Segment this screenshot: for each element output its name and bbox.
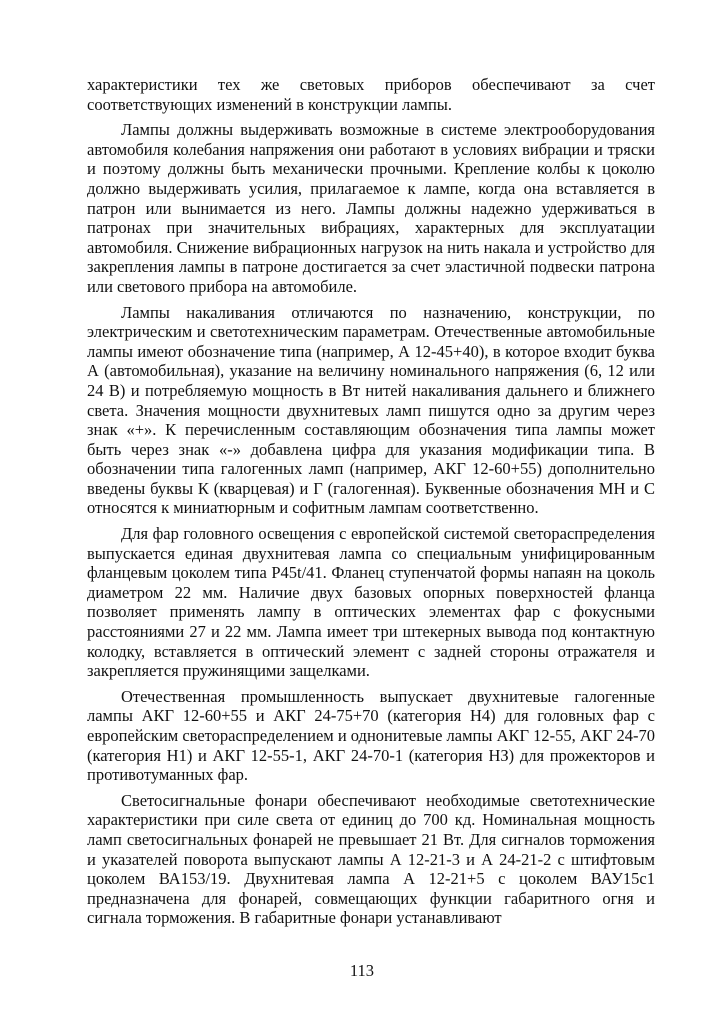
- paragraph-2: Лампы должны выдерживать возможные в системе электрооборудования автомобиля колебания напряжения они работают в условиях вибрации и тряски и поэтому должны быть механически прочными. Крепление колбы к цоколю должно выдерживать усилия, прилагаемое к лампе, когда она вставляется в патрон или вынимается из него. Лампы должны надежно удерживаться в патронах при значительных вибрациях, характерных для эксплуатации автомобиля. Снижение вибрационных нагрузок на нить накала и устройство для закрепления лампы в патроне достигается за счет эластичной подвески патрона или светового прибора на автомобиле.: [87, 120, 655, 296]
- paragraph-6: Светосигнальные фонари обеспечивают необходимые светотехнические характеристики при силе света от единиц до 700 кд. Номинальная мощность ламп светосигнальных фонарей не превышает 21 Вт. Для сигналов торможения и указателей поворота выпускают лампы А 12-21-3 и А 24-21-2 с штифтовым цоколем ВА153/19. Двухнитевая лампа А 12-21+5 с цоколем ВАУ15с1 предназначена для фонарей, совмещающих функции габаритного огня и сигнала торможения. В габаритные фонари устанавливают: [87, 790, 655, 928]
- paragraph-1: характеристики тех же световых приборов обеспечивают за счет соответствующих изменений в конструкции лампы.: [87, 75, 655, 114]
- paragraph-5: Отечественная промышленность выпускает двухнитевые галогенные лампы АКГ 12-60+55 и АКГ 24-75+70 (категория Н4) для головных фар с европейским светораспределением и однонитевые лампы АКГ 12-55, АКГ 24-70 (категория Н1) и АКГ 12-55-1, АКГ 24-70-1 (категория НЗ) для прожекторов и противотуманных фар.: [87, 686, 656, 785]
- paragraph-4: Для фар головного освещения с европейской системой светораспределения выпускается единая двухнитевая лампа со специальным унифицированным фланцевым цоколем типа P45t/41. Фланец ступенчатой формы напаян на цоколь диаметром 22 мм. Наличие двух базовых опорных поверхностей фланца позволяет применять лампу в оптических элементах фар с фокусными расстояниями 27 и 22 мм. Лампа имеет три штекерных вывода под контактную колодку, вставляется в оптический элемент с задней стороны отражателя и закрепляется пружинящими защелками.: [87, 524, 655, 681]
- paragraph-3: Лампы накаливания отличаются по назначению, конструкции, по электрическим и светотехническим параметрам. Отечественные автомобильные лампы имеют обозначение типа (например, А 12-45+40), в которое входит буква А (автомобильная), указание на величину номинального напряжения (6, 12 или 24 В) и потребляемую мощность в Вт нитей накаливания дальнего и ближнего света. Значения мощности двухнитевых ламп пишутся одно за другим через знак «+». К перечисленным составляющим обозначения типа лампы может быть через знак «-» добавлена цифра для указания модификации типа. В обозначении типа галогенных ламп (например, АКГ 12-60+55) дополнительно введены буквы К (кварцевая) и Г (галогенная). Буквенные обозначения МН и С относятся к миниатюрным и софитным лампам соответственно.: [87, 302, 655, 518]
- page-body: [87, 75, 655, 934]
- page-number: 113: [349, 961, 375, 980]
